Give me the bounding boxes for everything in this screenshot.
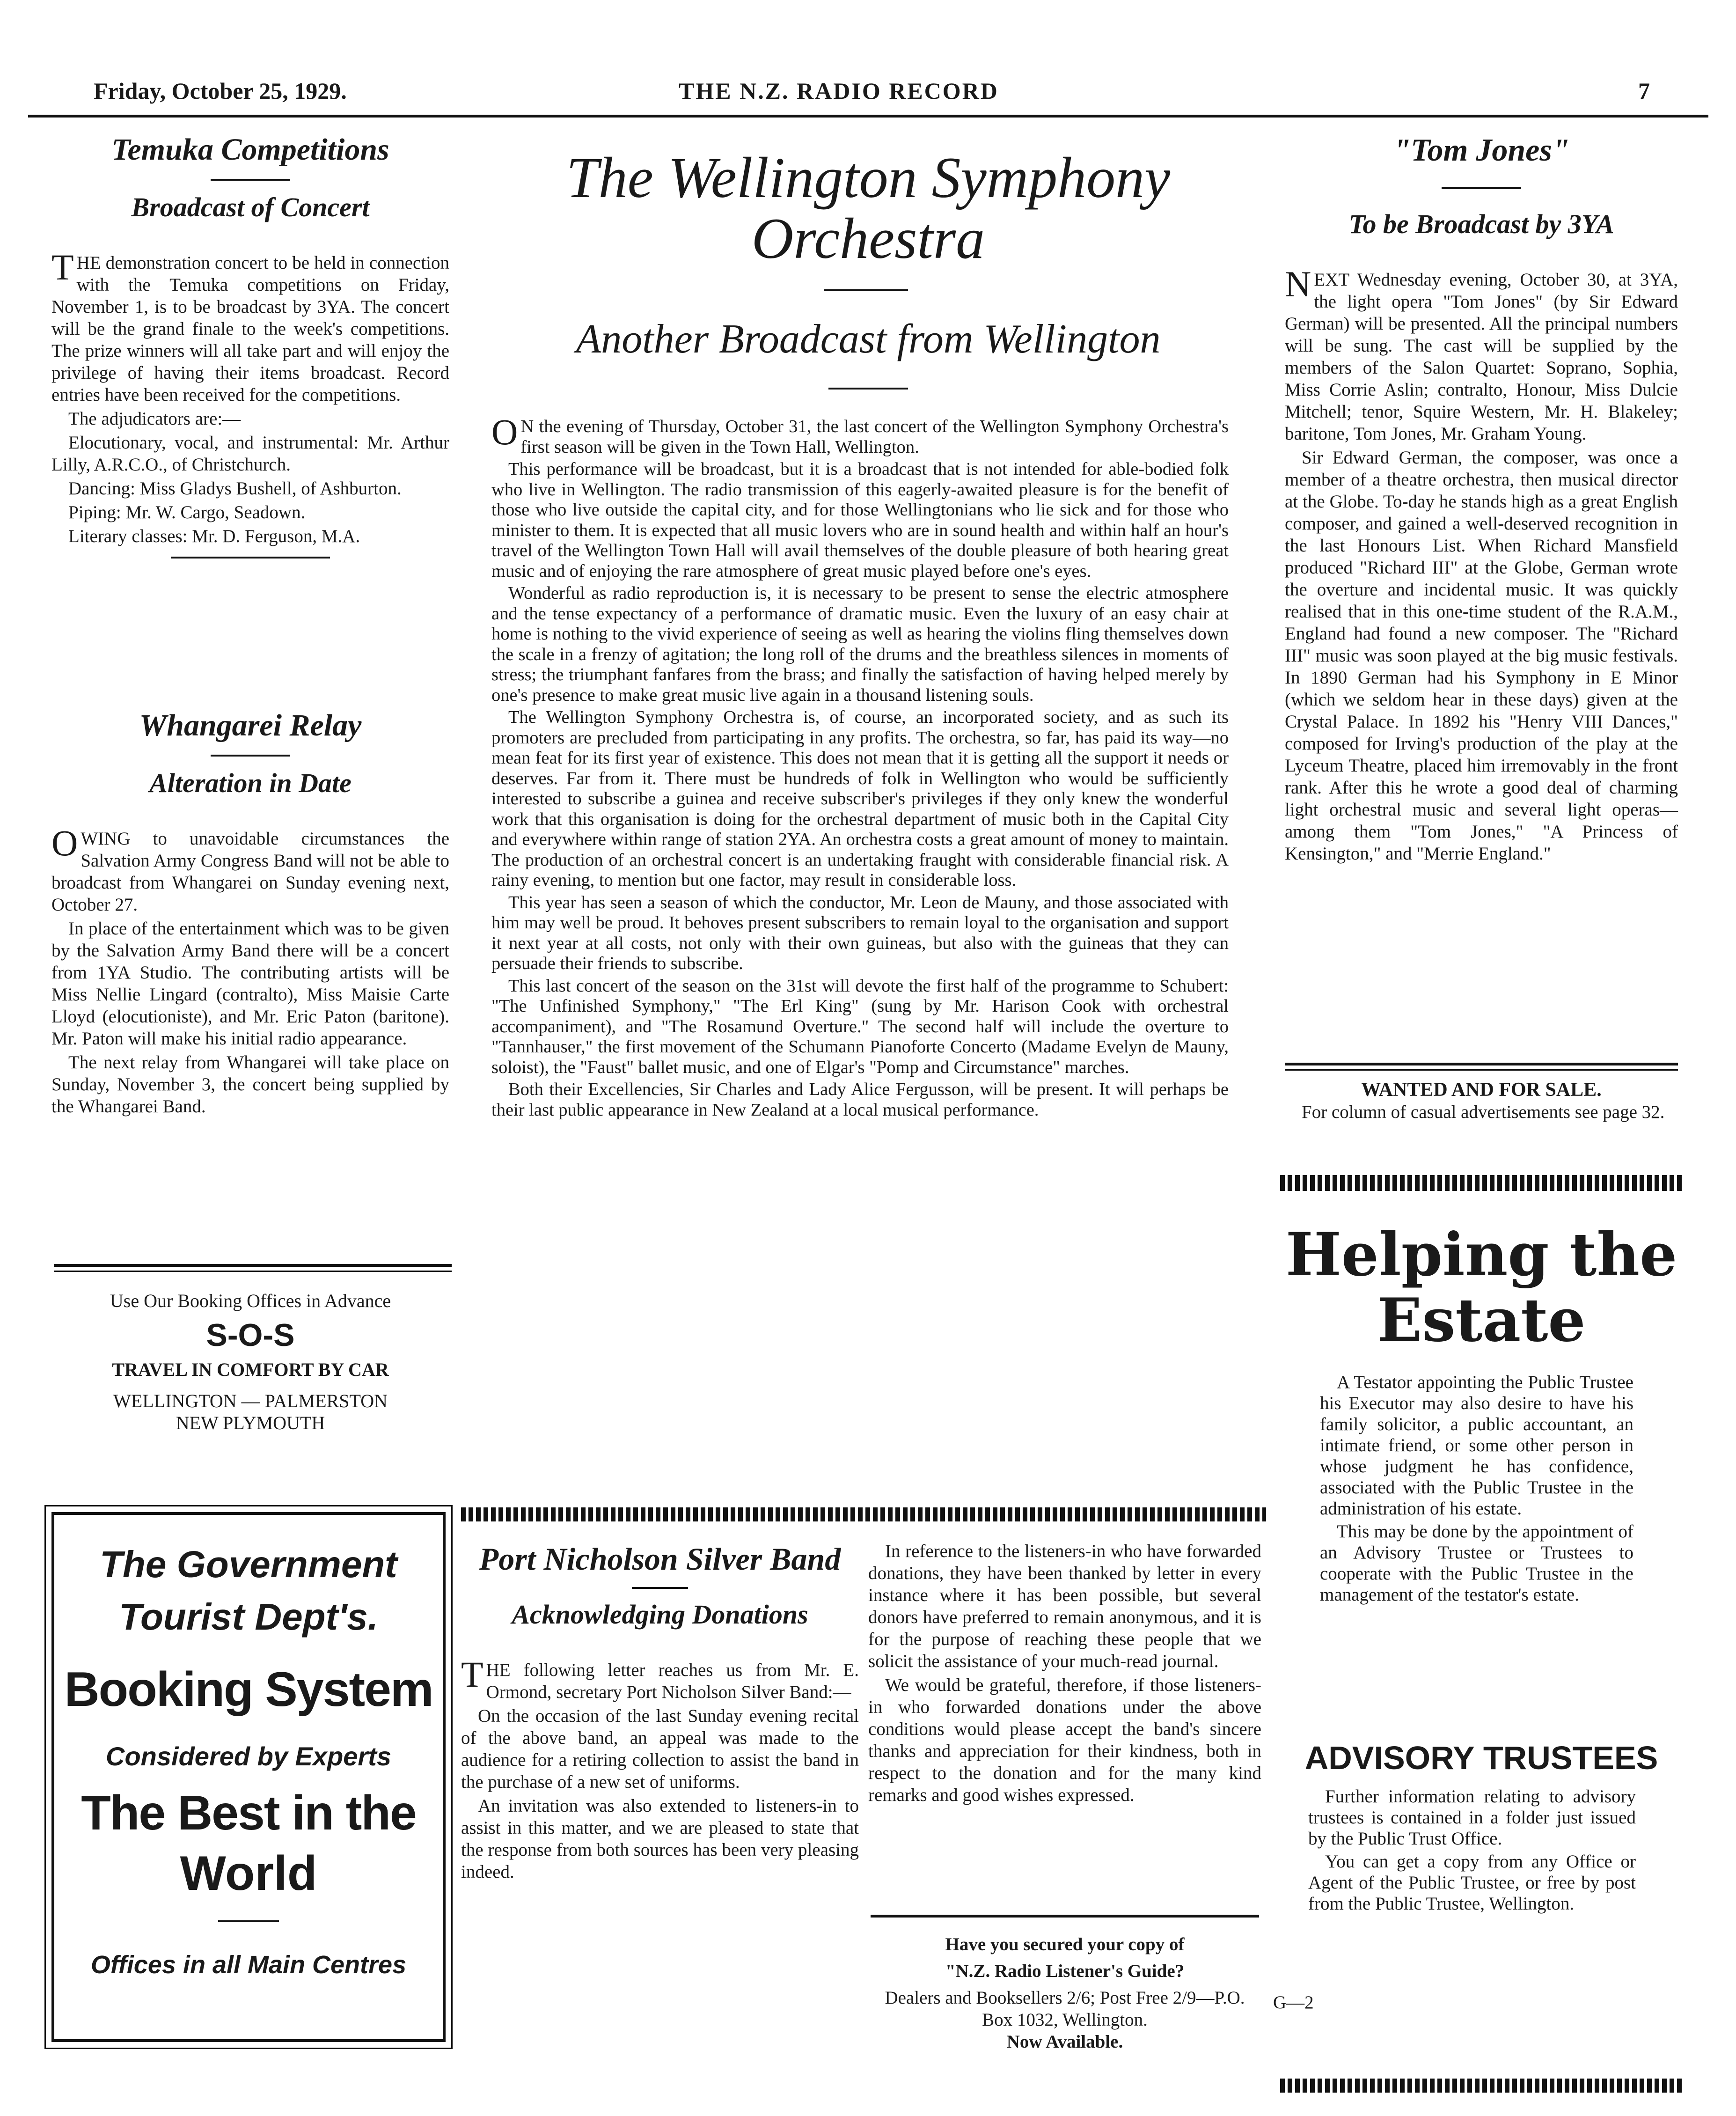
sos-ad (51, 1290, 449, 1434)
divider (54, 1271, 452, 1272)
header-date: Friday, October 25, 1929. (94, 78, 347, 104)
wellington-p2: Wonderful as radio reproduction is, it is necessary to be present to sense the electric atmosphere and the tense expectancy of a performance of dramatic music. Even the luxury of an easy chair at home is nothing to the vivid experience of seeing as well as hearing the violins fling themselves down the scale in a frenzy of agitation; the long roll of the drums and the breathless silences in moments of stress; the triumphant fanfares from the brass; and finally the satisfaction of having helped merely by one's presence to make great music live again in a thousand listening souls. (491, 583, 1229, 705)
temuka-p1: The adjudicators are:— (68, 409, 241, 429)
tom-jones-title: "Tom Jones" (1393, 132, 1570, 168)
divider (1280, 2079, 1683, 2093)
guide-ad (868, 1933, 1261, 2053)
port-nicholson-subtitle: Acknowledging Donations (512, 1599, 808, 1630)
temuka-p3: Dancing: Miss Gladys Bushell, of Ashburton. (68, 478, 402, 499)
estate-code: G—2 (1273, 1992, 1314, 2013)
temuka-p0: THE demonstration concert to be held in connection with the Temuka competitions on Friday, November 1, is to be broadcast by 3YA. The concert will be the grand finale to the week's competitions. The prize winners will all take part and will enjoy the privilege of having their items broadcast. Record entries have been received for the competitions. (51, 247, 449, 405)
wellington-p1: This performance will be broadcast, but it is a broadcast that is not intended for able-bodied folk who live in Wellington. The radio transmission of this eagerly-awaited pleasure is for the benefit of those who live outside the capital city, and for those Wellingtonians who lie sick and for those who minister to them. It is expected that all music lovers who are in sound health and within half an hour's travel of the Wellington Town Hall will avail themselves of the double pleasure of both hearing great music and of enjoying the rare atmosphere of great music played before one's eyes. (491, 459, 1229, 581)
whangarei-subtitle: Alteration in Date (149, 768, 352, 798)
whangarei-p2: The next relay from Whangarei will take place on Sunday, November 3, the concert being supplied by the Whangarei Band. (51, 1052, 449, 1117)
wellington-p5: This last concert of the season on the 31st will devote the first half of the programme to Schubert: "The Unfinished Symphony," "The Erl King" (sung by Mr. Harison Cook with orchestral accompaniment), and "The Rosamund Overture." The second half will include the overture to "Tannhauser," the first movement of the Schumann Pianoforte Concerto (Madame Evelyn de Mauny, soloist), the "Faust" ballet music, and one of Elgar's "Pomp and Circumstance" marches. (491, 976, 1229, 1077)
sos-line3: WELLINGTON — PALMERSTON (113, 1390, 388, 1411)
tourist-line3: Booking System (64, 1662, 433, 1717)
port-nicholson-left-p1: On the occasion of the last Sunday evening recital of the above band, an appeal was made to the audience for a retiring collection to assist the band in the purchase of a new set of uniforms. (461, 1706, 859, 1792)
tourist-line5: The Best in the (81, 1786, 416, 1840)
divider (1442, 187, 1521, 189)
temuka-p5: Literary classes: Mr. D. Ferguson, M.A. (68, 526, 360, 546)
wellington-subtitle: Another Broadcast from Wellington (576, 316, 1161, 362)
sos-line1: Use Our Booking Offices in Advance (110, 1290, 391, 1311)
header-page: 7 (1638, 78, 1650, 104)
temuka-article (51, 131, 449, 558)
header-rule (28, 115, 1708, 118)
divider (1285, 1063, 1678, 1065)
tom-jones-article (1285, 131, 1678, 867)
estate-headline1: Helping the (1285, 1220, 1677, 1289)
wanted-box (1285, 1079, 1678, 1125)
tourist-ad (51, 1512, 446, 2042)
port-nicholson-left-p0: THE following letter reaches us from Mr. E. Ormond, secretary Port Nicholson Silver Band:— (461, 1654, 859, 1702)
estate-headline2: Estate (1377, 1286, 1586, 1355)
port-nicholson-left-p2: An invitation was also extended to listeners-in to assist in this matter, and we are pleased to state that the response from both sources has been very pleasing indeed. (461, 1796, 859, 1882)
temuka-title: Temuka Competitions (111, 132, 389, 167)
divider (461, 1507, 1266, 1521)
divider (211, 755, 290, 757)
port-nicholson-right (868, 1540, 1261, 1808)
divider (211, 179, 290, 181)
whangarei-p1: In place of the entertainment which was to be given by the Salvation Army Band there will be a concert from 1YA Studio. The contributing artists will be Miss Nellie Lingard (contralto), Miss Maisie Carte Lloyd (elocutioniste), and Mr. Eric Paton (baritone). Mr. Paton will make his initial radio appearance. (51, 918, 449, 1049)
divider (171, 557, 330, 558)
port-nicholson-right-p0: In reference to the listeners-in who have forwarded donations, they have been thanked by letter in every instance where it has been possible, but several donors have preferred to remain anonymous, and it is for the purpose of reaching these people that we solicit the assistance of your much-read journal. (868, 1541, 1261, 1671)
tom-jones-p0: NEXT Wednesday evening, October 30, at 3YA, the light opera "Tom Jones" (by Sir Edward German) will be presented. All the principal numbers will be sung. The cast will be supplied by the members of the Salon Quartet: Soprano, Sophia, Miss Corrie Aslin; contralto, Honour, Miss Dulcie Mitchell; tenor, Squire Western, Mr. H. Blakeley; baritone, Tom Jones, Mr. Graham Young. (1285, 264, 1678, 444)
port-nicholson-title: Port Nicholson Silver Band (479, 1541, 841, 1577)
tourist-line1: The Government (100, 1543, 397, 1585)
guide-line4: Now Available. (1006, 2032, 1123, 2052)
wellington-p3: The Wellington Symphony Orchestra is, of course, an incorporated society, and as such its promoters are precluded from participating in any profits. The orchestra, so far, has paid its way—no mean feat for its first year of existence. This does not mean that it is getting all the support it needs or deserves. Far from it. There must be hundreds of folk in Wellington who would be sufficiently interested to subscribe a guinea and receive subscriber's privileges if they only knew the wonderful work that this organisation is doing for the orchestral department of music both in the Capital City and everywhere within range of station 2YA. An orchestra costs a great amount of money to maintain. The production of an orchestral concert is an undertaking fraught with considerable financial risk. A rainy evening, to mention but one factor, may result in considerable loss. (491, 707, 1229, 890)
estate-ad-body2 (1308, 1786, 1636, 1916)
temuka-subtitle: Broadcast of Concert (131, 192, 370, 222)
wellington-title2: Orchestra (751, 206, 985, 271)
wellington-article (491, 411, 1229, 1122)
tourist-line7: Offices in all Main Centres (90, 1951, 407, 1979)
port-nicholson-article (461, 1540, 859, 1885)
sos-line4: NEW PLYMOUTH (176, 1412, 325, 1433)
estate-heading: ADVISORY TRUSTEES (1304, 1740, 1658, 1776)
whangarei-article (51, 707, 449, 1119)
tom-jones-subtitle: To be Broadcast by 3YA (1348, 209, 1614, 239)
wellington-p4: This year has seen a season of which the conductor, Mr. Leon de Mauny, and those associated with him may well be proud. It behoves present subscribers to remain loyal to the organisation and support it next year at all costs, not only with their own guineas, but also with the guineas that they can persuade their friends to subscribe. (491, 892, 1229, 973)
estate-para1: A Testator appointing the Public Trustee his Executor may also desire to have his family solicitor, a public accountant, an intimate friend, or some other person in whose judgment he has confidence, associated with the Public Trustee in the administration of his estate. (1320, 1372, 1633, 1519)
temuka-p4: Piping: Mr. W. Cargo, Seadown. (68, 502, 306, 522)
wanted-title: WANTED AND FOR SALE. (1361, 1079, 1602, 1101)
sos-brand: S-O-S (206, 1317, 295, 1353)
divider (54, 1264, 452, 1267)
wellington-p6: Both their Excellencies, Sir Charles and Lady Alice Fergusson, will be present. It will perhaps be their last public appearance in New Zealand at a local musical performance. (491, 1080, 1229, 1120)
wellington-p0: ON the evening of Thursday, October 31, the last concert of the Wellington Symphony Orchestra's first season will be given in the Town Hall, Wellington. (491, 411, 1229, 457)
whangarei-p0: OWING to unavoidable circumstances the Salvation Army Congress Band will not be able to broadcast from Whangarei on Sunday evening next, October 27. (51, 823, 449, 915)
divider (824, 289, 908, 291)
divider (1280, 1175, 1683, 1191)
estate-ad-body (1320, 1372, 1633, 1607)
header-title: THE N.Z. RADIO RECORD (679, 78, 999, 104)
tourist-line2: Tourist Dept's. (119, 1596, 378, 1638)
guide-line1: Have you secured your copy of (945, 1934, 1185, 1954)
tourist-line4: Considered by Experts (106, 1741, 391, 1771)
wanted-text: For column of casual advertisements see page 32. (1302, 1102, 1665, 1122)
temuka-p2: Elocutionary, vocal, and instrumental: Mr. Arthur Lilly, A.R.C.O., of Christchurch. (51, 433, 449, 475)
port-nicholson-right-p1: We would be grateful, therefore, if those listeners-in who forwarded donations under the above conditions would please accept the band's sincere thanks and appreciation for their kindness, both in respect to the donation and for the many kind remarks and good wishes expressed. (868, 1675, 1261, 1805)
divider (218, 1920, 279, 1922)
whangarei-title: Whangarei Relay (139, 708, 362, 742)
estate-para4: You can get a copy from any Office or Agent of the Public Trustee, or free by post from the Public Trustee, Wellington. (1308, 1852, 1636, 1914)
estate-para3: Further information relating to advisory trustees is contained in a folder just issued by the Public Trust Office. (1308, 1786, 1636, 1849)
tourist-line6: World (180, 1846, 317, 1901)
divider (632, 1587, 688, 1589)
guide-line2: "N.Z. Radio Listener's Guide? (945, 1961, 1185, 1981)
estate-para2: This may be done by the appointment of an Advisory Trustee or Trustees to cooperate with the Public Trustee in the management of the testator's estate. (1320, 1521, 1633, 1605)
divider (1285, 1069, 1678, 1071)
divider (828, 388, 908, 389)
divider (871, 1915, 1259, 1918)
wellington-title1: The Wellington Symphony (566, 146, 1171, 210)
sos-line2: TRAVEL IN COMFORT BY CAR (112, 1359, 389, 1380)
tom-jones-p1: Sir Edward German, the composer, was once a member of a theatre orchestra, then musical director at the Globe. To-day he stands high as a great English composer, and gained a well-deserved recognition in the last Honours List. When Richard Mansfield produced "Richard III" at the Globe, German wrote the overture and incidental music. It was quickly realised that in this one-time student of the R.A.M., England had found a new composer. The "Richard III" music was soon played at the big music festivals. In 1890 German had his Symphony in E Minor (which we seldom hear in these days) given at the Crystal Palace. In 1892 his "Henry VIII Dances," composed for Irving's production of the play at the Lyceum Theatre, placed him irremovably in the front rank. After this he wrote a good deal of charming light orchestral music and several light operas—among them "Tom Jones," "A Princess of Kensington," and "Merrie England." (1285, 448, 1678, 864)
guide-line3: Dealers and Booksellers 2/6; Post Free 2/9—P.O. Box 1032, Wellington. (885, 1988, 1245, 2030)
